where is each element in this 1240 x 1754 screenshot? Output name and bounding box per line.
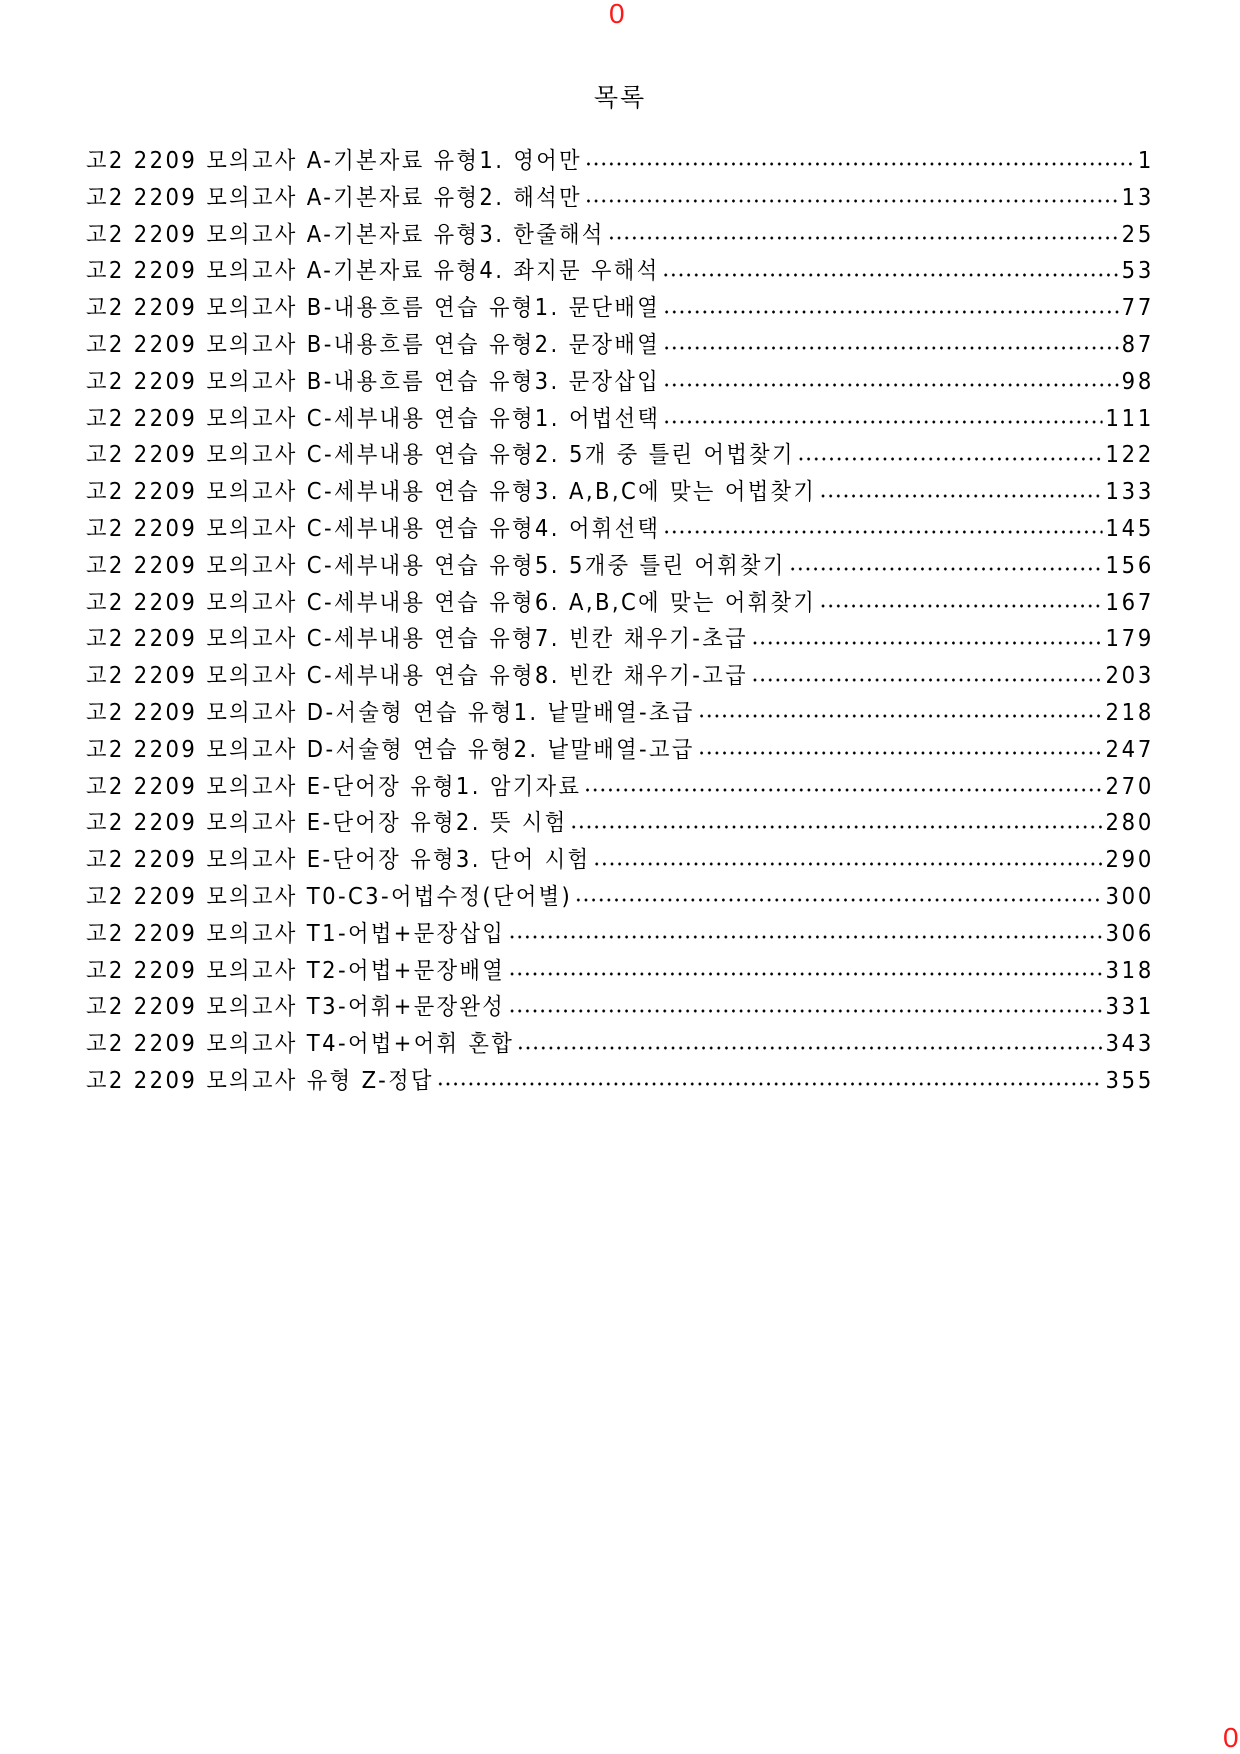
toc-entry-label: 고2 2209 모의고사 B-내용흐름 연습 유형3. 문장삽입 <box>86 368 661 395</box>
toc-entry-page: 13 <box>1121 184 1155 211</box>
toc-entry-page: 167 <box>1105 589 1155 616</box>
toc-entry-label: 고2 2209 모의고사 B-내용흐름 연습 유형2. 문장배열 <box>86 331 661 358</box>
toc-entry-page: 133 <box>1105 479 1155 506</box>
toc-entry-label: 고2 2209 모의고사 C-세부내용 연습 유형4. 어휘선택 <box>86 515 661 542</box>
toc-entry[interactable] <box>86 216 1154 253</box>
toc-entry[interactable] <box>86 694 1154 731</box>
dot-leader <box>697 714 1102 718</box>
dot-leader <box>570 825 1102 829</box>
toc-entry-label: 고2 2209 모의고사 유형 Z-정답 <box>86 1067 434 1094</box>
toc-entry-page: 343 <box>1105 1031 1155 1058</box>
toc-entry[interactable] <box>86 768 1154 805</box>
dot-leader <box>585 162 1135 166</box>
toc-entry[interactable] <box>86 988 1154 1025</box>
toc-entry-page: 355 <box>1105 1067 1155 1094</box>
toc-entry-page: 203 <box>1105 663 1155 690</box>
toc-entry[interactable] <box>86 1062 1154 1099</box>
toc-entry[interactable] <box>86 915 1154 952</box>
table-of-contents <box>86 142 1154 1099</box>
dot-leader <box>819 494 1103 498</box>
toc-entry-label: 고2 2209 모의고사 T3-어휘+문장완성 <box>86 994 506 1021</box>
toc-entry-page: 270 <box>1105 773 1155 800</box>
toc-entry-page: 306 <box>1105 920 1155 947</box>
toc-entry-page: 25 <box>1121 221 1155 248</box>
toc-entry-page: 247 <box>1105 736 1155 763</box>
toc-entry[interactable] <box>86 400 1154 437</box>
dot-leader <box>508 972 1103 976</box>
toc-entry-label: 고2 2209 모의고사 E-단어장 유형3. 단어 시험 <box>86 847 591 874</box>
toc-entry-label: 고2 2209 모의고사 A-기본자료 유형1. 영어만 <box>86 148 582 174</box>
toc-entry-label: 고2 2209 모의고사 C-세부내용 연습 유형3. A,B,C에 맞는 어법찾기 <box>86 479 817 506</box>
toc-entry-label: 고2 2209 모의고사 T2-어법+문장배열 <box>86 957 506 984</box>
toc-entry[interactable] <box>86 289 1154 326</box>
toc-entry[interactable] <box>86 142 1154 179</box>
toc-entry-label: 고2 2209 모의고사 B-내용흐름 연습 유형1. 문단배열 <box>86 295 661 322</box>
toc-entry-label: 고2 2209 모의고사 A-기본자료 유형2. 해석만 <box>86 184 582 211</box>
dot-leader <box>663 346 1119 350</box>
toc-entry[interactable] <box>86 326 1154 363</box>
toc-entry[interactable] <box>86 657 1154 694</box>
toc-entry-label: 고2 2209 모의고사 C-세부내용 연습 유형1. 어법선택 <box>86 405 661 432</box>
dot-leader <box>608 236 1119 240</box>
dot-leader <box>508 1009 1103 1013</box>
dot-leader <box>751 641 1103 645</box>
page-marker-bottom: 0 <box>1223 1722 1239 1753</box>
toc-entry-label: 고2 2209 모의고사 D-서술형 연습 유형1. 낱말배열-초급 <box>86 699 695 726</box>
toc-entry[interactable] <box>86 841 1154 878</box>
toc-entry-label: 고2 2209 모의고사 C-세부내용 연습 유형8. 빈칸 채우기-고급 <box>86 663 748 690</box>
toc-entry-page: 77 <box>1121 295 1155 322</box>
toc-entry[interactable] <box>86 510 1154 547</box>
dot-leader <box>798 457 1103 461</box>
toc-entry[interactable] <box>86 620 1154 657</box>
toc-entry-page: 280 <box>1105 810 1155 837</box>
dot-leader <box>437 1082 1103 1086</box>
toc-entry[interactable] <box>86 363 1154 400</box>
toc-entry[interactable] <box>86 547 1154 584</box>
dot-leader <box>788 567 1102 571</box>
toc-entry-label: 고2 2209 모의고사 C-세부내용 연습 유형2. 5개 중 틀린 어법찾기 <box>86 442 795 469</box>
toc-entry[interactable] <box>86 584 1154 621</box>
dot-leader <box>585 199 1119 203</box>
toc-entry-page: 1 <box>1137 148 1155 174</box>
toc-entry-page: 145 <box>1105 515 1155 542</box>
toc-entry-page: 87 <box>1121 331 1155 358</box>
toc-entry[interactable] <box>86 731 1154 768</box>
toc-entry-page: 290 <box>1105 847 1155 874</box>
toc-entry-page: 179 <box>1105 626 1155 653</box>
toc-entry-page: 318 <box>1105 957 1155 984</box>
toc-entry-page: 218 <box>1105 699 1155 726</box>
toc-entry-label: 고2 2209 모의고사 E-단어장 유형1. 암기자료 <box>86 773 582 800</box>
toc-entry-label: 고2 2209 모의고사 C-세부내용 연습 유형5. 5개중 틀린 어휘찾기 <box>86 552 786 579</box>
dot-leader <box>663 420 1103 424</box>
toc-entry-page: 331 <box>1105 994 1155 1021</box>
toc-entry[interactable] <box>86 952 1154 989</box>
dot-leader <box>751 678 1103 682</box>
toc-entry[interactable] <box>86 804 1154 841</box>
toc-entry-page: 53 <box>1121 258 1155 285</box>
dot-leader <box>662 273 1119 277</box>
dot-leader <box>697 751 1102 755</box>
toc-entry-page: 300 <box>1105 883 1155 910</box>
dot-leader <box>819 604 1103 608</box>
dot-leader <box>593 862 1103 866</box>
toc-entry-page: 111 <box>1105 405 1155 432</box>
dot-leader <box>517 1046 1103 1050</box>
toc-entry-label: 고2 2209 모의고사 A-기본자료 유형4. 좌지문 우해석 <box>86 258 660 285</box>
toc-entry-label: 고2 2209 모의고사 T0-C3-어법수정(단어별) <box>86 883 573 910</box>
dot-leader <box>508 935 1103 939</box>
toc-entry-page: 156 <box>1105 552 1155 579</box>
toc-entry[interactable] <box>86 436 1154 473</box>
toc-entry-label: 고2 2209 모의고사 C-세부내용 연습 유형6. A,B,C에 맞는 어휘찾기 <box>86 589 817 616</box>
toc-entry-page: 98 <box>1121 368 1155 395</box>
toc-entry-label: 고2 2209 모의고사 A-기본자료 유형3. 한줄해석 <box>86 221 605 248</box>
dot-leader <box>663 530 1103 534</box>
toc-entry[interactable] <box>86 1025 1154 1062</box>
toc-title: 목록 <box>593 83 647 112</box>
toc-entry[interactable] <box>86 179 1154 216</box>
dot-leader <box>584 788 1103 792</box>
toc-entry[interactable] <box>86 252 1154 289</box>
toc-entry[interactable] <box>86 473 1154 510</box>
dot-leader <box>575 898 1103 902</box>
dot-leader <box>663 383 1119 387</box>
toc-entry-label: 고2 2209 모의고사 C-세부내용 연습 유형7. 빈칸 채우기-초급 <box>86 626 748 653</box>
toc-entry[interactable] <box>86 878 1154 915</box>
toc-entry-label: 고2 2209 모의고사 D-서술형 연습 유형2. 낱말배열-고급 <box>86 736 695 763</box>
toc-entry-label: 고2 2209 모의고사 E-단어장 유형2. 뜻 시험 <box>86 810 568 837</box>
toc-entry-page: 122 <box>1105 442 1155 469</box>
toc-entry-label: 고2 2209 모의고사 T1-어법+문장삽입 <box>86 920 506 947</box>
toc-entry-label: 고2 2209 모의고사 T4-어법+어휘 혼합 <box>86 1031 515 1058</box>
page-marker-top: 0 <box>609 0 625 29</box>
dot-leader <box>663 310 1119 314</box>
